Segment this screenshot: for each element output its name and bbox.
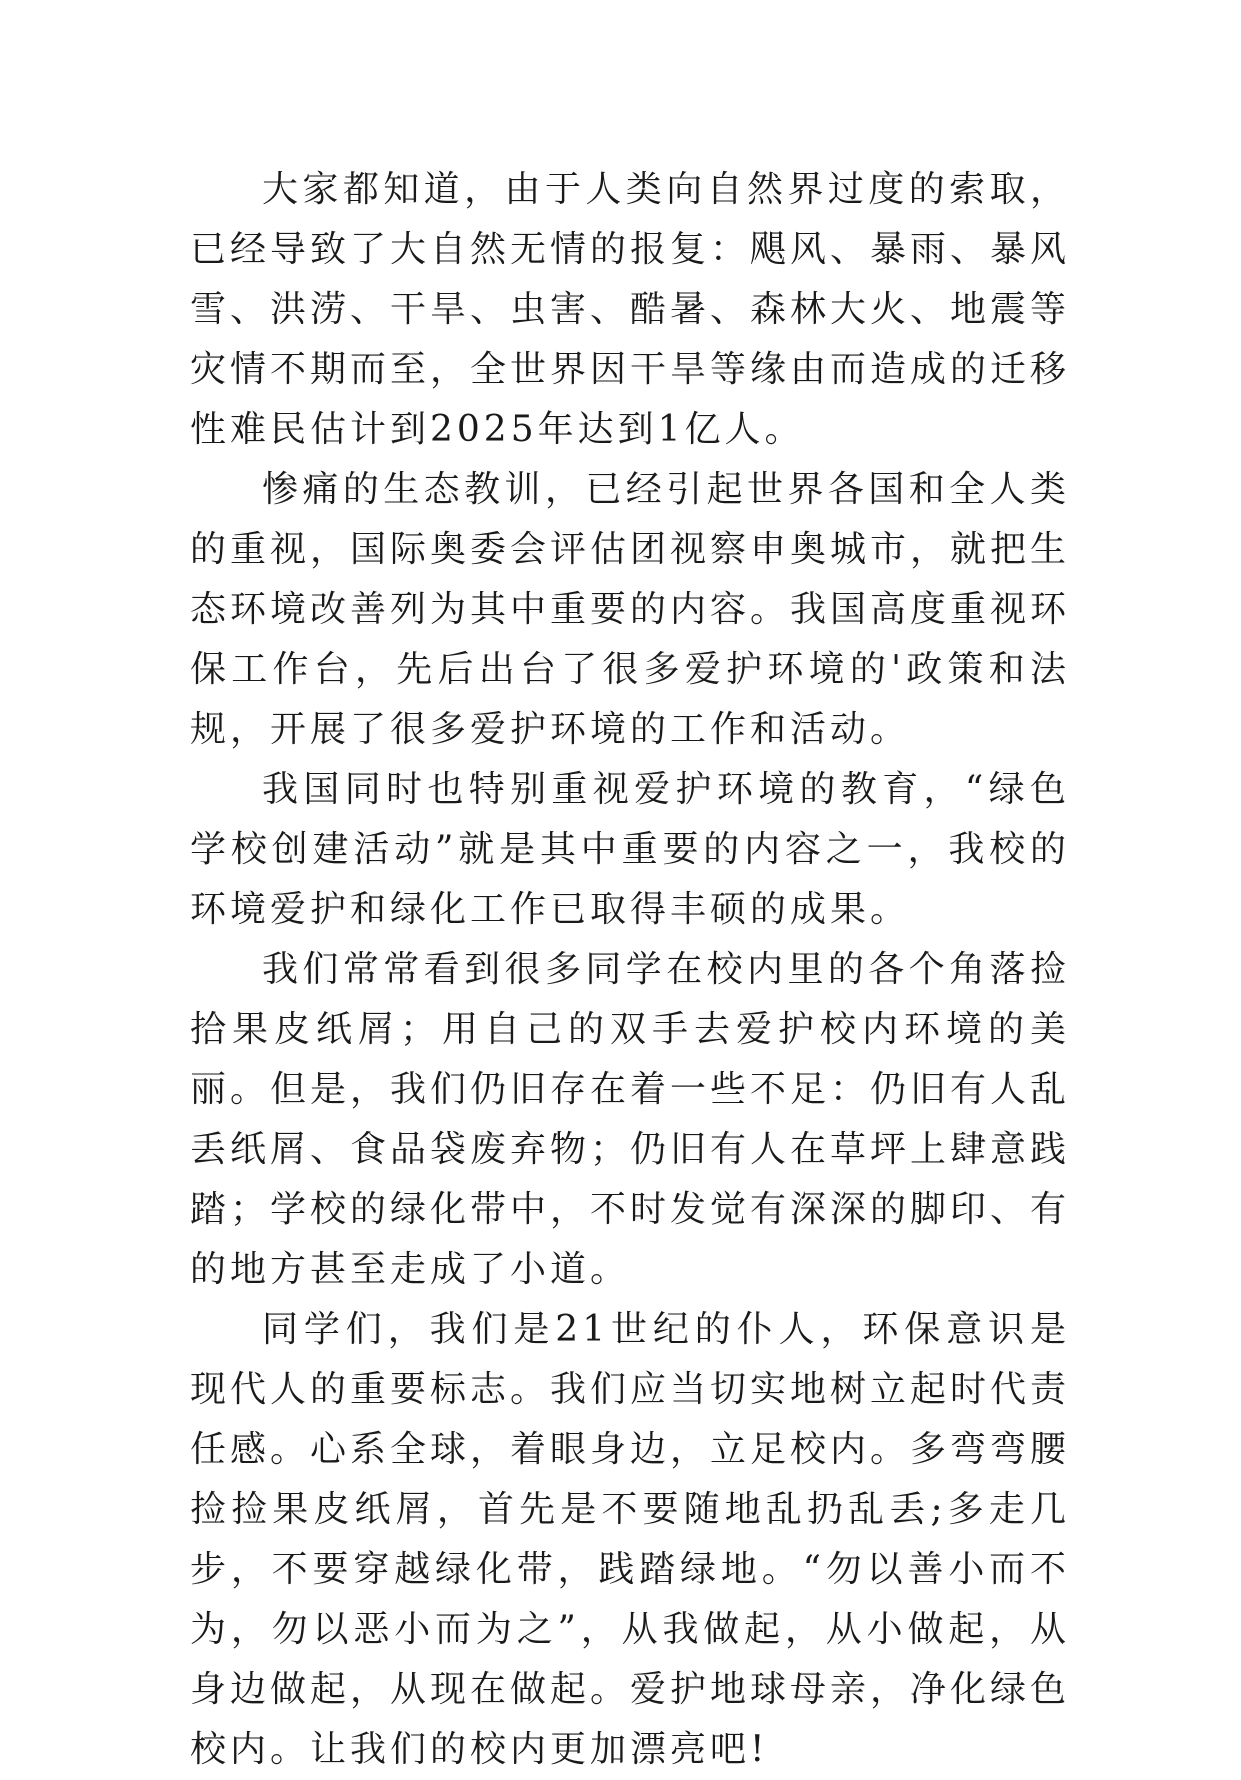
paragraph-3: 我国同时也特别重视爱护环境的教育，“绿色学校创建活动”就是其中重要的内容之一，我校的环境爱护和绿化工作已取得丰硕的成果。 — [190, 769, 1070, 930]
paragraph-5: 同学们，我们是21世纪的仆人，环保意识是现代人的重要标志。我们应当切实地树立起时代责任感。心系全球，着眼身边，立足校内。多弯弯腰捡捡果皮纸屑，首先是不要随地乱扔乱丢;多走几步，不要穿越绿化带，践踏绿地。“勿以善小而不为，勿以恶小而为之”，从我做起，从小做起，从身边做起，从现在做起。爱护地球母亲，净化绿色校内。让我们的校内更加漂亮吧! — [190, 1309, 1071, 1770]
paragraph-2: 惨痛的生态教训，已经引起世界各国和全人类的重视，国际奥委会评估团视察申奥城市，就把生态环境改善列为其中重要的内容。我国高度重视环保工作台，先后出台了很多爱护环境的'政策和法规，开展了很多爱护环境的工作和活动。 — [190, 469, 1071, 750]
paragraph-4: 我们常常看到很多同学在校内里的各个角落捡拾果皮纸屑；用自己的双手去爱护校内环境的美丽。但是，我们仍旧存在着一些不足：仍旧有人乱丢纸屑、食品袋废弃物；仍旧有人在草坪上肆意践踏；学校的绿化带中，不时发觉有深深的脚印、有的地方甚至走成了小道。 — [190, 949, 1071, 1290]
paragraph-1: 大家都知道，由于人类向自然界过度的索取，已经导致了大自然无情的报复：飓风、暴雨、暴风雪、洪涝、干旱、虫害、酷暑、森林大火、地震等灾情不期而至，全世界因干旱等缘由而造成的迁移性难民估计到2025年达到1亿人。 — [190, 169, 1071, 450]
document-body — [190, 160, 1070, 1780]
